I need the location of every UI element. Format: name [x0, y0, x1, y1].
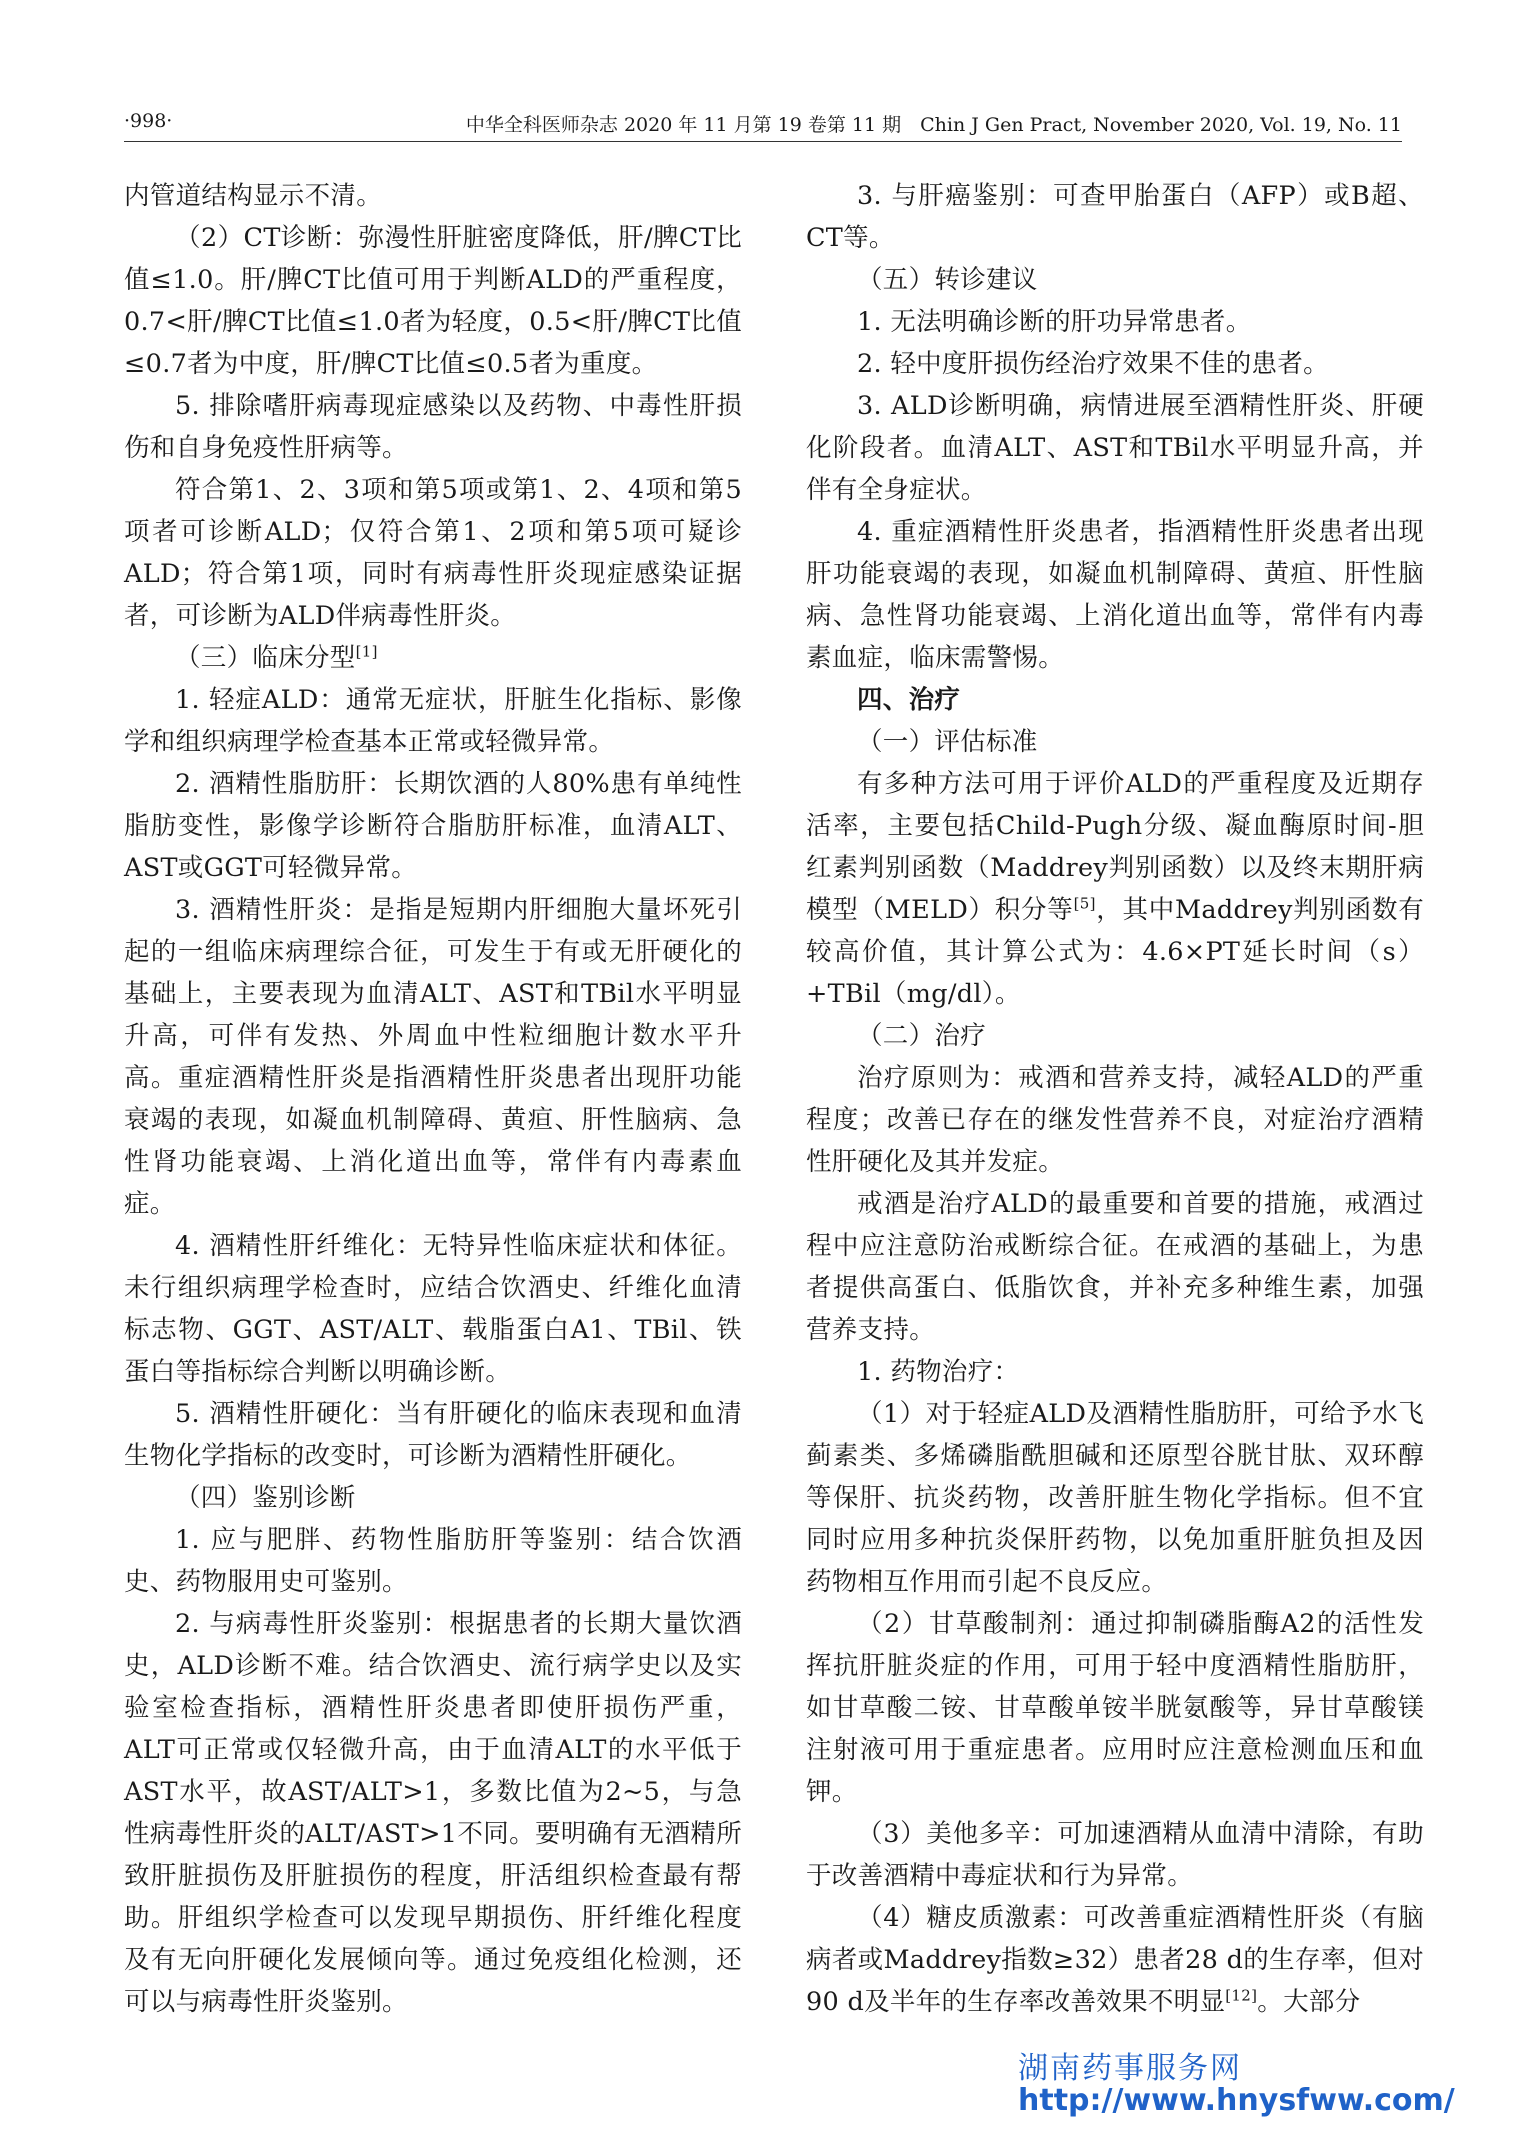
- paragraph: [124, 763, 742, 889]
- paragraph: [124, 1603, 742, 2023]
- paragraph: [806, 763, 1424, 1015]
- left-column: [124, 175, 742, 2023]
- paragraph: [124, 679, 742, 763]
- paragraph-text: 4. 酒精性肝纤维化：无特异性临床症状和体征。未行组织病理学检查时，应结合饮酒史、纤维化血清标志物、GGT、AST/ALT、载脂蛋白A1、TBil、铁蛋白等指标综合判断以明确诊断。: [124, 1231, 742, 1387]
- section-heading: [806, 679, 1424, 721]
- paragraph: [124, 1225, 742, 1393]
- paragraph-text: （二）治疗: [857, 1021, 987, 1051]
- paragraph-text: 3. 与肝癌鉴别：可查甲胎蛋白（AFP）或B超、CT等。: [806, 181, 1424, 253]
- paragraph-text: 有多种方法可用于评价ALD的严重程度及近期存活率，主要包括Child-Pugh分级、凝血酶原时间-胆红素判别函数（Maddrey判别函数）以及终末期肝病模型（MELD）积分等: [806, 769, 1424, 925]
- paragraph: [124, 385, 742, 469]
- paragraph: [806, 1183, 1424, 1351]
- paragraph: [806, 385, 1424, 511]
- paragraph-text: （一）评估标准: [857, 727, 1038, 757]
- journal-citation: 中华全科医师杂志 2020 年 11 月第 19 卷第 11 期 Chin J Gen Pract, November 2020, Vol. 19, No. 11: [465, 114, 1402, 136]
- paragraph-text: （2）CT诊断：弥漫性肝脏密度降低，肝/脾CT比值≤1.0。肝/脾CT比值可用于判断ALD的严重程度，0.7<肝/脾CT比值≤1.0者为轻度，0.5<肝/脾CT比值≤0.7者为中度，肝/脾CT比值≤0.5者为重度。: [124, 223, 742, 379]
- watermark-site-name: 湖南药事服务网: [1018, 2051, 1242, 2086]
- paragraph: [124, 175, 742, 217]
- paragraph: [806, 259, 1424, 301]
- paragraph-text: 1. 应与肥胖、药物性脂肪肝等鉴别：结合饮酒史、药物服用史可鉴别。: [124, 1525, 742, 1597]
- paragraph: [806, 175, 1424, 259]
- page-number: ·998·: [124, 110, 173, 132]
- paragraph: [806, 1057, 1424, 1183]
- paragraph-text: 1. 无法明确诊断的肝功异常患者。: [857, 307, 1252, 337]
- paragraph: [806, 1603, 1424, 1813]
- header-rule: [124, 141, 1402, 142]
- paragraph: [806, 511, 1424, 679]
- paragraph: [806, 1015, 1424, 1057]
- paragraph-text: 4. 重症酒精性肝炎患者，指酒精性肝炎患者出现肝功能衰竭的表现，如凝血机制障碍、黄疸、肝性脑病、急性肾功能衰竭、上消化道出血等，常伴有内毒素血症，临床需警惕。: [806, 517, 1424, 673]
- paragraph: [124, 1393, 742, 1477]
- paragraph: [124, 637, 742, 679]
- paragraph-text: 3. 酒精性肝炎：是指是短期内肝细胞大量坏死引起的一组临床病理综合征，可发生于有或无肝硬化的基础上，主要表现为血清ALT、AST和TBil水平明显升高，可伴有发热、外周血中性粒细胞计数水平升高。重症酒精性肝炎是指酒精性肝炎患者出现肝功能衰竭的表现，如凝血机制障碍、黄疸、肝性脑病、急性肾功能衰竭、上消化道出血等，常伴有内毒素血症。: [124, 895, 742, 1219]
- paragraph-text: （五）转诊建议: [857, 265, 1038, 295]
- paragraph-text: 戒酒是治疗ALD的最重要和首要的措施，戒酒过程中应注意防治戒断综合征。在戒酒的基础上，为患者提供高蛋白、低脂饮食，并补充多种维生素，加强营养支持。: [806, 1189, 1424, 1345]
- paragraph: [806, 1897, 1424, 2023]
- paragraph-text: （3）美他多辛：可加速酒精从血清中清除，有助于改善酒精中毒症状和行为异常。: [806, 1819, 1424, 1891]
- citation-ref: [1]: [355, 642, 378, 661]
- right-column: [806, 175, 1424, 2023]
- paragraph: [806, 301, 1424, 343]
- paragraph-text: （四）鉴别诊断: [175, 1483, 356, 1513]
- paragraph-text: 治疗原则为：戒酒和营养支持，减轻ALD的严重程度；改善已存在的继发性营养不良，对症治疗酒精性肝硬化及其并发症。: [806, 1063, 1424, 1177]
- paragraph-text: 2. 轻中度肝损伤经治疗效果不佳的患者。: [857, 349, 1329, 379]
- paragraph-text: （三）临床分型: [175, 643, 356, 673]
- paragraph: [124, 889, 742, 1225]
- paragraph-text: 5. 酒精性肝硬化：当有肝硬化的临床表现和血清生物化学指标的改变时，可诊断为酒精性肝硬化。: [124, 1399, 742, 1471]
- paragraph: [806, 721, 1424, 763]
- paragraph: [806, 343, 1424, 385]
- watermark-url[interactable]: http://www.hnysfww.com/: [1018, 2083, 1455, 2118]
- paragraph-text: 四、治疗: [857, 685, 961, 715]
- paragraph: [806, 1813, 1424, 1897]
- paragraph: [806, 1351, 1424, 1393]
- paragraph: [124, 1519, 742, 1603]
- paragraph-text: 1. 轻症ALD：通常无症状，肝脏生化指标、影像学和组织病理学检查基本正常或轻微异常。: [124, 685, 742, 757]
- paragraph-text: 符合第1、2、3项和第5项或第1、2、4项和第5项者可诊断ALD；仅符合第1、2项和第5项可疑诊ALD；符合第1项，同时有病毒性肝炎现症感染证据者，可诊断为ALD伴病毒性肝炎。: [124, 475, 742, 631]
- paragraph-text: 5. 排除嗜肝病毒现症感染以及药物、中毒性肝损伤和自身免疫性肝病等。: [124, 391, 742, 463]
- paragraph-text: 2. 与病毒性肝炎鉴别：根据患者的长期大量饮酒史，ALD诊断不难。结合饮酒史、流行病学史以及实验室检查指标，酒精性肝炎患者即使肝损伤严重，ALT可正常或仅轻微升高，由于血清ALT的水平低于AST水平，故AST/ALT>1，多数比值为2~5，与急性病毒性肝炎的ALT/AST>1不同。要明确有无酒精所致肝脏损伤及肝脏损伤的程度，肝活组织检查最有帮助。肝组织学检查可以发现早期损伤、肝纤维化程度及有无向肝硬化发展倾向等。通过免疫组化检测，还可以与病毒性肝炎鉴别。: [124, 1609, 742, 2017]
- paragraph-text: （1）对于轻症ALD及酒精性脂肪肝，可给予水飞蓟素类、多烯磷脂酰胆碱和还原型谷胱甘肽、双环醇等保肝、抗炎药物，改善肝脏生物化学指标。但不宜同时应用多种抗炎保肝药物，以免加重肝脏负担及因药物相互作用而引起不良反应。: [806, 1399, 1424, 1597]
- paragraph-text: 2. 酒精性脂肪肝：长期饮酒的人80%患有单纯性脂肪变性，影像学诊断符合脂肪肝标准，血清ALT、AST或GGT可轻微异常。: [124, 769, 742, 883]
- paragraph-text-tail: 。大部分: [1257, 1987, 1361, 2017]
- citation-ref: [5]: [1073, 894, 1096, 913]
- paragraph-text: 1. 药物治疗：: [857, 1357, 1020, 1387]
- paragraph-text: 3. ALD诊断明确，病情进展至酒精性肝炎、肝硬化阶段者。血清ALT、AST和TBil水平明显升高，并伴有全身症状。: [806, 391, 1424, 505]
- paragraph-text: 内管道结构显示不清。: [124, 181, 383, 211]
- paragraph: [124, 217, 742, 385]
- paragraph-text: （4）糖皮质激素：可改善重症酒精性肝炎（有脑病者或Maddrey指数≥32）患者28 d的生存率，但对90 d及半年的生存率改善效果不明显: [806, 1903, 1424, 2017]
- paragraph: [124, 1477, 742, 1519]
- paragraph: [124, 469, 742, 637]
- running-header: [124, 108, 1402, 144]
- paragraph-text: （2）甘草酸制剂：通过抑制磷脂酶A2的活性发挥抗肝脏炎症的作用，可用于轻中度酒精性脂肪肝，如甘草酸二铵、甘草酸单铵半胱氨酸等，异甘草酸镁注射液可用于重症患者。应用时应注意检测血压和血钾。: [806, 1609, 1424, 1807]
- citation-ref: [12]: [1225, 1986, 1258, 2005]
- paragraph-text-tail: ，其中Maddrey判别函数有较高价值，其计算公式为：4.6×PT延长时间（s）+TBil（mg/dl）。: [806, 895, 1425, 1009]
- paragraph: [806, 1393, 1424, 1603]
